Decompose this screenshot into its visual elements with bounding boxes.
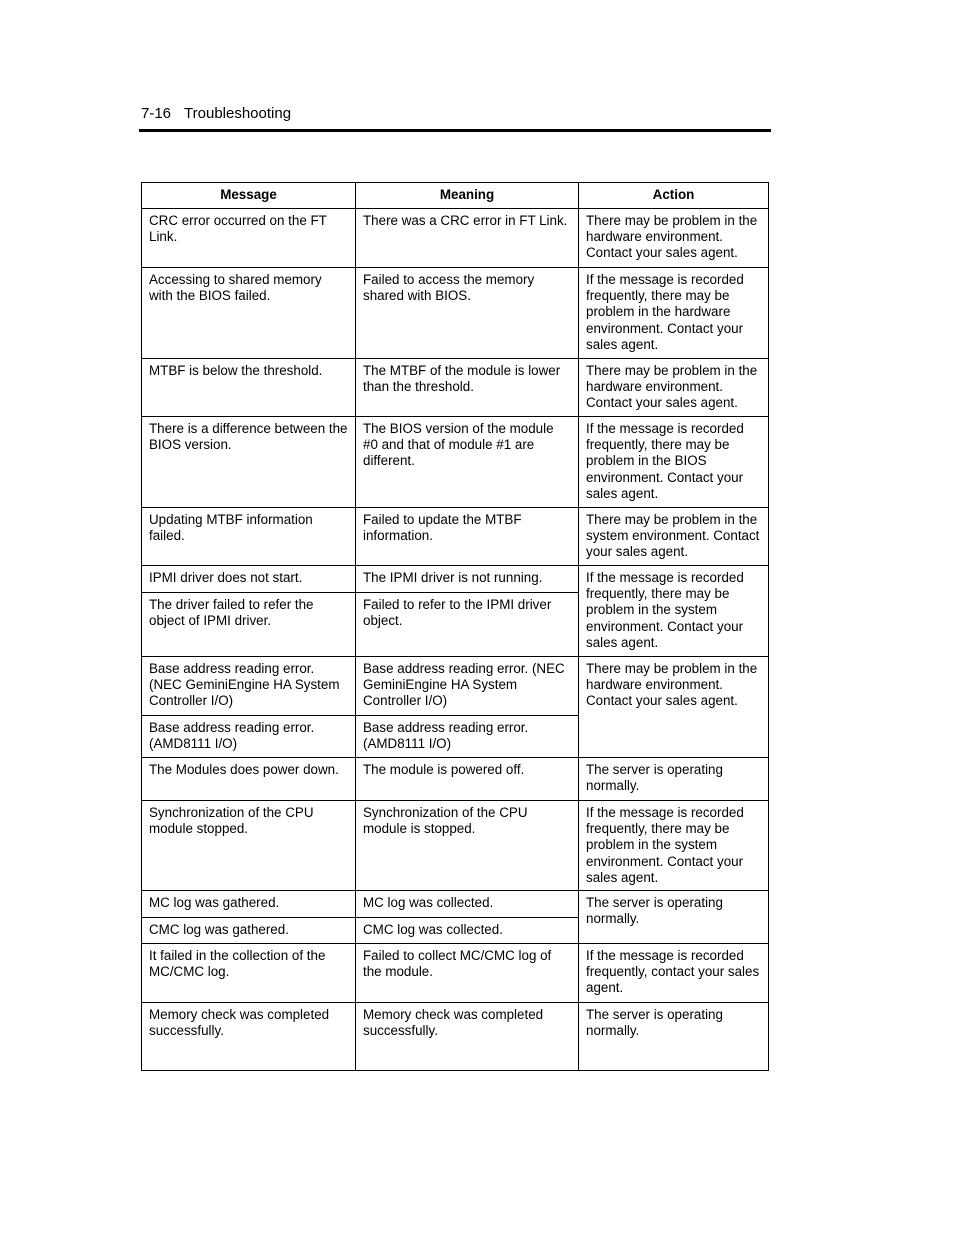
message-cell: Memory check was completed successfully. bbox=[142, 1003, 356, 1071]
meaning-cell: The module is powered off. bbox=[356, 758, 579, 801]
table-row bbox=[142, 359, 769, 417]
message-cell: Base address reading error. (AMD8111 I/O) bbox=[142, 716, 356, 758]
message-cell: Synchronization of the CPU module stopped. bbox=[142, 801, 356, 891]
meaning-cell: The BIOS version of the module #0 and that of module #1 are different. bbox=[356, 417, 579, 508]
table-row bbox=[142, 758, 769, 801]
section-title: Troubleshooting bbox=[184, 105, 292, 122]
message-cell: There is a difference between the BIOS version. bbox=[142, 417, 356, 508]
action-cell: There may be problem in the hardware environment. Contact your sales agent. bbox=[579, 359, 769, 417]
action-cell: The server is operating normally. bbox=[579, 758, 769, 801]
table-row bbox=[142, 417, 769, 508]
column-header-meaning: Meaning bbox=[356, 183, 579, 209]
table-header-row bbox=[142, 183, 769, 209]
action-cell: If the message is recorded frequently, there may be problem in the BIOS environment. Contact your sales agent. bbox=[579, 417, 769, 508]
message-cell: MTBF is below the threshold. bbox=[142, 359, 356, 417]
action-cell: There may be problem in the hardware environment. Contact your sales agent. bbox=[579, 209, 769, 268]
message-cell: Base address reading error. (NEC GeminiEngine HA System Controller I/O) bbox=[142, 657, 356, 716]
action-cell: If the message is recorded frequently, there may be problem in the system environment. Contact your sales agent. bbox=[579, 566, 769, 657]
message-cell: Accessing to shared memory with the BIOS failed. bbox=[142, 268, 356, 359]
message-cell: CRC error occurred on the FT Link. bbox=[142, 209, 356, 268]
header-rule bbox=[139, 129, 771, 132]
action-cell: If the message is recorded frequently, there may be problem in the system environment. Contact your sales agent. bbox=[579, 801, 769, 891]
message-cell: IPMI driver does not start. bbox=[142, 566, 356, 593]
message-cell: The driver failed to refer the object of IPMI driver. bbox=[142, 593, 356, 657]
message-cell: The Modules does power down. bbox=[142, 758, 356, 801]
table-row bbox=[142, 801, 769, 891]
meaning-cell: The MTBF of the module is lower than the threshold. bbox=[356, 359, 579, 417]
table-row bbox=[142, 657, 769, 716]
action-cell: There may be problem in the system environment. Contact your sales agent. bbox=[579, 508, 769, 566]
meaning-cell: There was a CRC error in FT Link. bbox=[356, 209, 579, 268]
meaning-cell: Failed to refer to the IPMI driver object. bbox=[356, 593, 579, 657]
meaning-cell: CMC log was collected. bbox=[356, 918, 579, 944]
table-row bbox=[142, 209, 769, 268]
page-number: 7-16 bbox=[141, 105, 172, 122]
meaning-cell: Failed to collect MC/CMC log of the module. bbox=[356, 944, 579, 1003]
action-cell: If the message is recorded frequently, there may be problem in the hardware environment. Contact your sales agent. bbox=[579, 268, 769, 359]
action-cell: The server is operating normally. bbox=[579, 891, 769, 944]
column-header-action: Action bbox=[579, 183, 769, 209]
meaning-cell: The IPMI driver is not running. bbox=[356, 566, 579, 593]
message-cell: Updating MTBF information failed. bbox=[142, 508, 356, 566]
meaning-cell: Memory check was completed successfully. bbox=[356, 1003, 579, 1071]
message-cell: MC log was gathered. bbox=[142, 891, 356, 918]
message-cell: It failed in the collection of the MC/CMC log. bbox=[142, 944, 356, 1003]
table-row bbox=[142, 268, 769, 359]
meaning-cell: MC log was collected. bbox=[356, 891, 579, 918]
action-cell: If the message is recorded frequently, contact your sales agent. bbox=[579, 944, 769, 1003]
table-row bbox=[142, 566, 769, 593]
meaning-cell: Base address reading error. (AMD8111 I/O) bbox=[356, 716, 579, 758]
troubleshooting-table bbox=[141, 182, 769, 1071]
table-row bbox=[142, 944, 769, 1003]
page-header bbox=[141, 105, 291, 122]
column-header-message: Message bbox=[142, 183, 356, 209]
table-row bbox=[142, 891, 769, 918]
meaning-cell: Synchronization of the CPU module is stopped. bbox=[356, 801, 579, 891]
action-cell: The server is operating normally. bbox=[579, 1003, 769, 1071]
meaning-cell: Base address reading error. (NEC GeminiEngine HA System Controller I/O) bbox=[356, 657, 579, 716]
message-cell: CMC log was gathered. bbox=[142, 918, 356, 944]
meaning-cell: Failed to update the MTBF information. bbox=[356, 508, 579, 566]
table-row bbox=[142, 508, 769, 566]
action-cell: There may be problem in the hardware environment. Contact your sales agent. bbox=[579, 657, 769, 758]
meaning-cell: Failed to access the memory shared with BIOS. bbox=[356, 268, 579, 359]
table-row bbox=[142, 1003, 769, 1071]
